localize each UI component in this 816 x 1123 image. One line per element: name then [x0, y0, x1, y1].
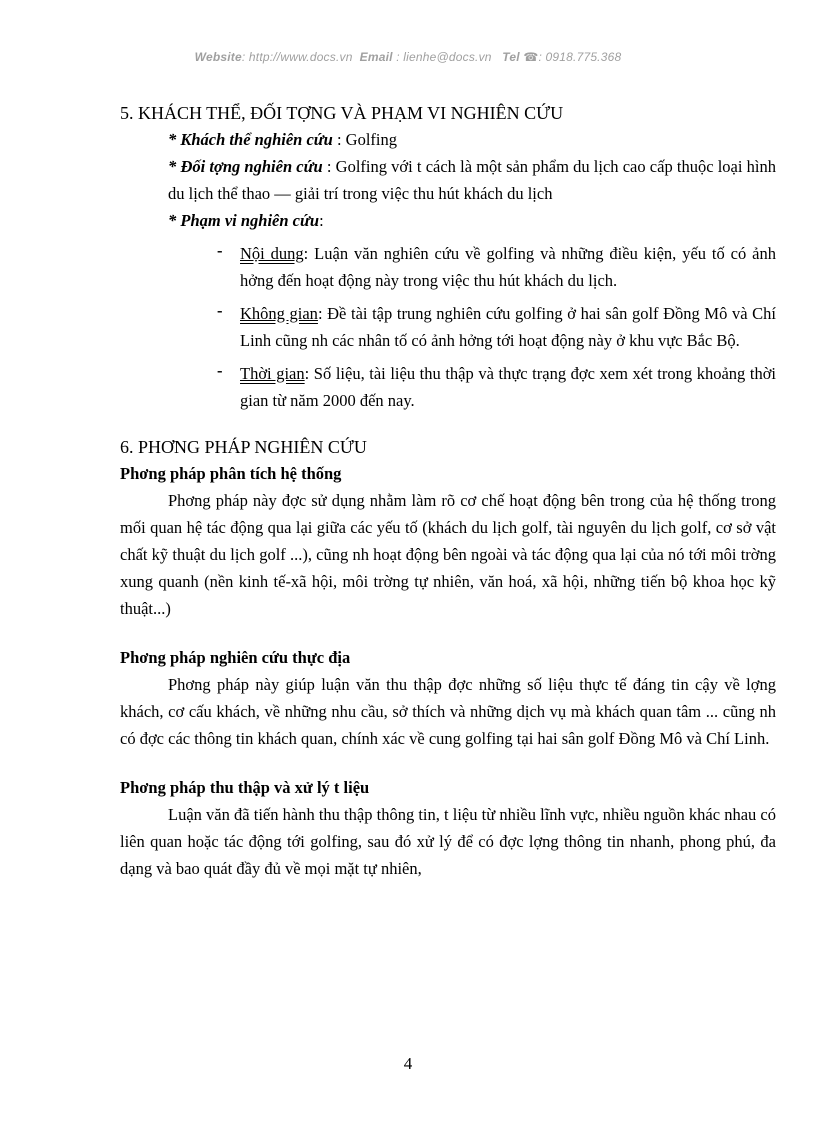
document-body [120, 100, 776, 882]
section5-item2 [120, 153, 776, 207]
section6-title: 6. PHƠNG PHÁP NGHIÊN CỨU [120, 437, 367, 457]
tel-value: : 0918.775.368 [538, 50, 622, 64]
item2-label: * Đối tợng nghiên cứu [168, 157, 323, 176]
bullet-term: Nội dung [240, 244, 304, 263]
page-number: 4 [403, 1054, 413, 1073]
list-item [240, 360, 776, 414]
bullet-text: : Đề tài tập trung nghiên cứu golfing ở hai sân golf Đồng Mô và Chí Linh cũng nh các nhân tố có ảnh hởng tới hoạt động này ở khu vực Bắc Bộ. [240, 304, 776, 350]
website-value: : http://www.docs.vn [241, 50, 353, 64]
bullet-term: Không gian [240, 304, 318, 323]
list-item [240, 240, 776, 294]
sub2-title: Phơng pháp nghiên cứu thực địa [120, 648, 351, 667]
sub1-title: Phơng pháp phân tích hệ thống [120, 464, 342, 483]
scope-list [120, 240, 776, 414]
item1-text: : Golfing [332, 130, 398, 149]
bullet-term: Thời gian [240, 364, 305, 383]
website-label: Website [194, 50, 242, 64]
section5-item3 [120, 207, 776, 234]
item1-label: * Khách thể nghiên cứu [168, 130, 333, 149]
item2-text: : Golfing với t cách là một sản phẩm du lịch cao cấp thuộc loại hình du lịch thể thao — giải trí trong việc thu hút khách du lịch [168, 157, 776, 203]
item3-label: * Phạm vi nghiên cứu [168, 211, 320, 230]
sub3-title: Phơng pháp thu thập và xử lý t liệu [120, 778, 370, 797]
phone-icon: ☎ [523, 50, 539, 64]
page-header [0, 50, 816, 64]
item3-colon: : [319, 211, 324, 230]
sub1-text: Phơng pháp này đợc sử dụng nhằm làm rõ cơ chế hoạt động bên trong của hệ thống trong mối quan hệ tác động qua lại giữa các yếu tố (khách du lịch golf, tài nguyên du lịch golf, cơ sở vật chất kỹ thuật du lịch golf ...), cũng nh hoạt động bên ngoài và tác động qua lại của nó tới môi trờng xung quanh (nền kinh tế-xã hội, môi trờng tự nhiên, văn hoá, xã hội, những tiến bộ khoa học kỹ thuật...) [120, 491, 776, 618]
section5-title: 5. KHÁCH THỂ, ĐỐI TỢNG VÀ PHẠM VI NGHIÊN CỨU [120, 103, 564, 123]
section5-item1 [120, 126, 776, 153]
sub2-text: Phơng pháp này giúp luận văn thu thập đợc những số liệu thực tế đáng tin cậy về lợng khách, cơ cấu khách, về những nhu cầu, sở thích và những dịch vụ mà khách quan tâm ... cũng nh có đợc các thông tin khách quan, chính xác về cung golfing tại hai sân golf Đồng Mô và Chí Linh. [120, 675, 776, 748]
bullet-text: : Số liệu, tài liệu thu thập và thực trạng đợc xem xét trong khoảng thời gian từ năm 2000 đến nay. [240, 364, 777, 410]
bullet-text: : Luận văn nghiên cứu về golfing và những điều kiện, yếu tố có ảnh hởng đến hoạt động này trong việc thu hút khách du lịch. [240, 244, 777, 290]
list-item [240, 300, 776, 354]
email-value: : lienhe@docs.vn [396, 50, 492, 64]
email-label: Email [359, 50, 393, 64]
sub3-text: Luận văn đã tiến hành thu thập thông tin, t liệu từ nhiều lĩnh vực, nhiều nguồn khác nhau có liên quan hoặc tác động tới golfing, sau đó xử lý để có đợc lợng thông tin nhanh, phong phú, đa dạng và bao quát đầy đủ về mọi mặt tự nhiên, [120, 805, 776, 878]
tel-label: Tel [502, 50, 520, 64]
